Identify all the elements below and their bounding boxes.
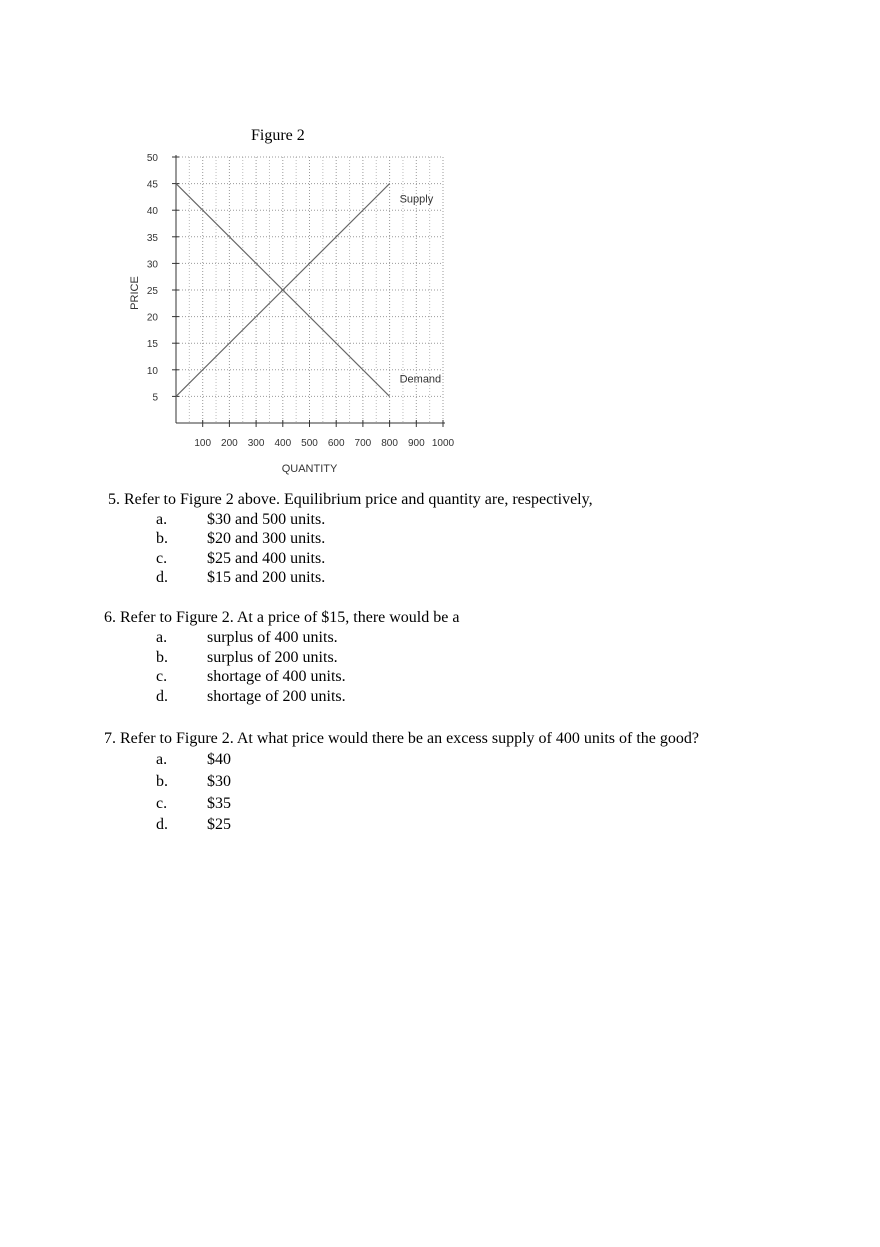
x-tick-label: 900 <box>407 438 425 449</box>
option-letter: d. <box>156 569 168 586</box>
y-tick-label: 15 <box>146 339 158 351</box>
supply-demand-chart <box>120 145 465 485</box>
option-text: $15 and 200 units. <box>207 569 326 586</box>
supply-label: Supply <box>399 193 434 206</box>
option-letter: b. <box>156 649 168 666</box>
x-tick-label: 400 <box>274 438 292 449</box>
option-text: surplus of 400 units. <box>207 629 338 646</box>
y-tick-label: 25 <box>146 286 158 297</box>
y-tick-label: 40 <box>146 206 158 218</box>
x-axis-label: QUANTITY <box>281 463 338 475</box>
option-letter: c. <box>156 668 168 685</box>
option-letter: b. <box>156 530 168 547</box>
x-tick-label: 100 <box>194 438 212 449</box>
figure-title: Figure 2 <box>251 127 305 144</box>
option-text: $25 <box>207 816 231 833</box>
y-axis-label: PRICE <box>129 276 141 310</box>
x-tick-label: 800 <box>381 438 398 449</box>
y-tick-label: 45 <box>146 179 158 191</box>
x-tick-label: 200 <box>221 438 238 449</box>
question-7-text: 7. Refer to Figure 2. At what price would there be an excess supply of 400 units of the good? <box>104 730 699 747</box>
option-text: $35 <box>207 795 231 812</box>
option-letter: b. <box>156 773 168 790</box>
option-letter: a. <box>156 751 168 768</box>
y-tick-label: 50 <box>146 153 158 164</box>
option-letter: a. <box>156 629 168 646</box>
y-tick-label: 5 <box>152 392 158 404</box>
x-tick-label: 500 <box>301 438 318 449</box>
option-text: $25 and 400 units. <box>207 550 326 567</box>
option-text: $40 <box>207 751 231 768</box>
option-text: $30 <box>207 773 231 790</box>
option-letter: d. <box>156 688 168 705</box>
y-tick-label: 30 <box>146 259 158 271</box>
y-tick-label: 20 <box>146 312 158 324</box>
question-5-text: 5. Refer to Figure 2 above. Equilibrium price and quantity are, respectively, <box>108 491 593 508</box>
option-letter: c. <box>156 795 168 812</box>
option-text: shortage of 200 units. <box>207 688 346 705</box>
option-letter: a. <box>156 511 168 528</box>
x-tick-label: 1000 <box>431 438 455 449</box>
x-tick-label: 300 <box>247 438 265 449</box>
option-text: surplus of 200 units. <box>207 649 338 666</box>
option-text: $30 and 500 units. <box>207 511 326 528</box>
y-tick-label: 10 <box>146 365 158 377</box>
option-letter: d. <box>156 816 168 833</box>
x-tick-label: 600 <box>327 438 345 449</box>
question-6-text: 6. Refer to Figure 2. At a price of $15, there would be a <box>104 609 460 626</box>
option-text: $20 and 300 units. <box>207 530 326 547</box>
option-text: shortage of 400 units. <box>207 668 346 685</box>
option-letter: c. <box>156 550 168 567</box>
x-tick-label: 700 <box>354 438 372 449</box>
y-tick-label: 35 <box>146 232 158 244</box>
demand-label: Demand <box>399 373 442 386</box>
